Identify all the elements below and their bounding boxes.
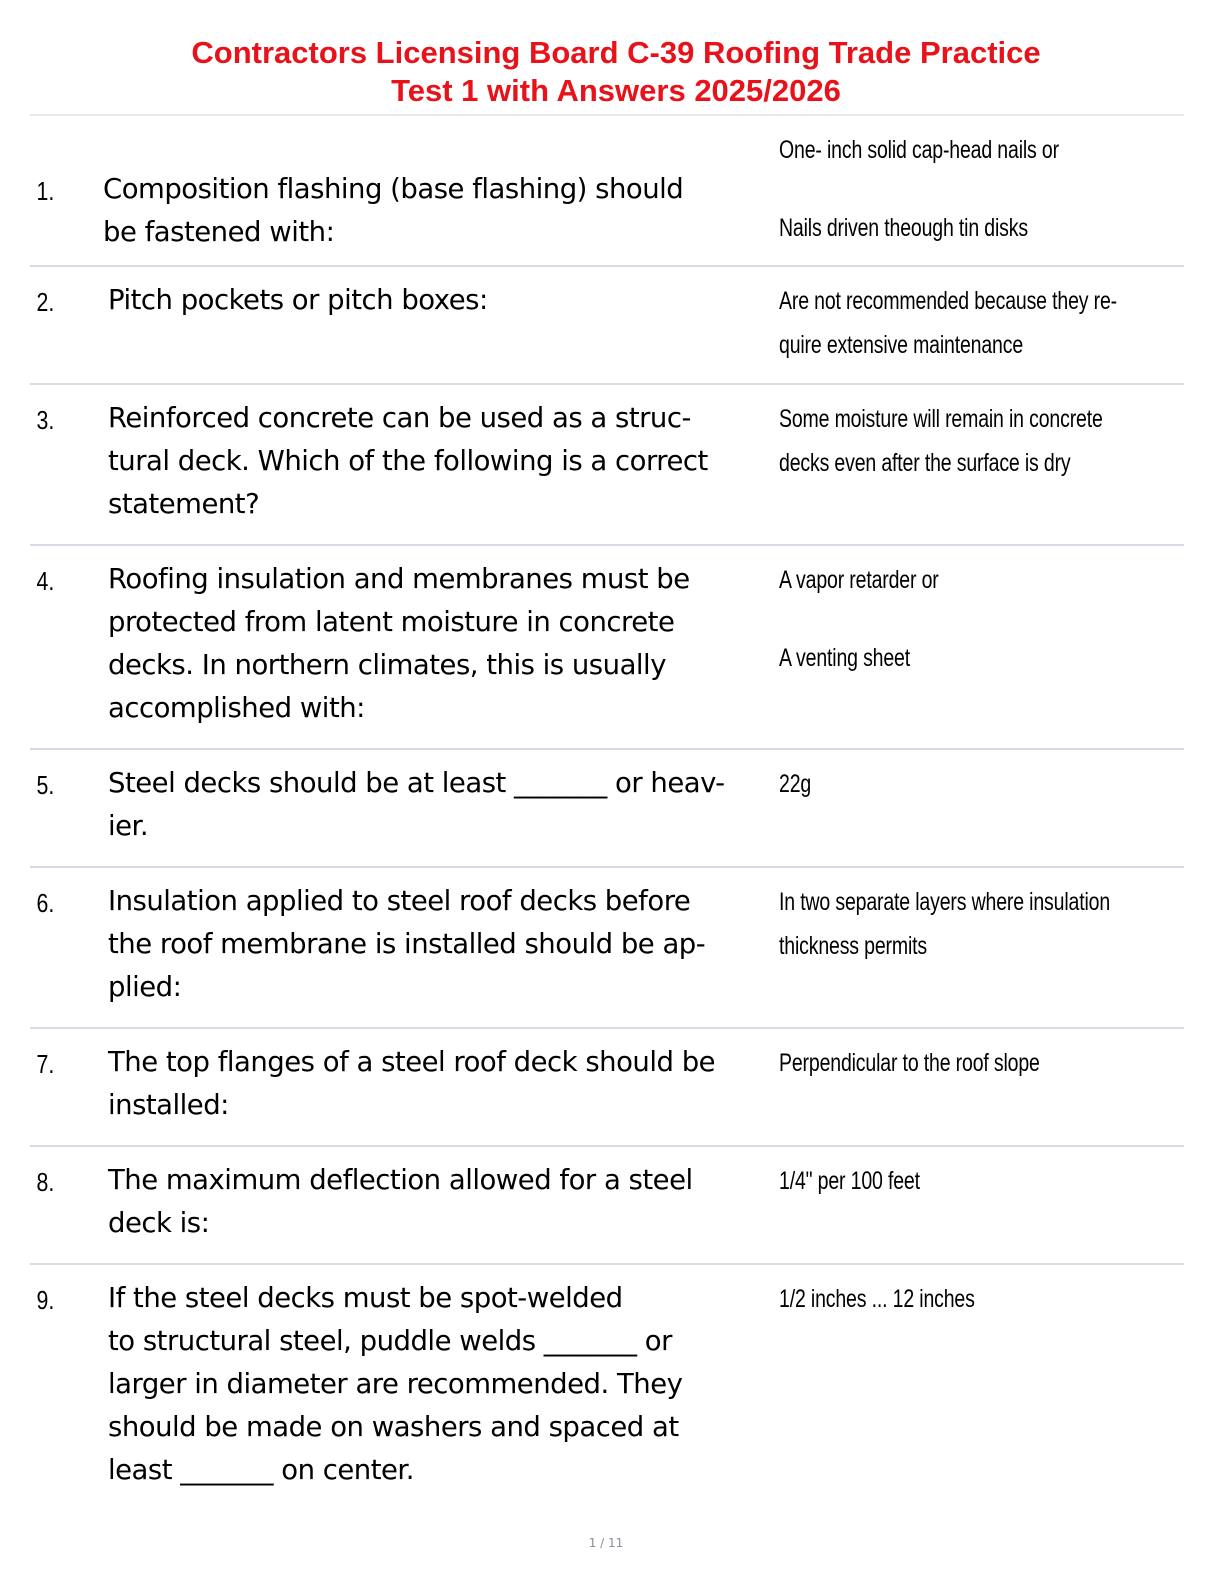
title-divider <box>30 114 1184 116</box>
question-text <box>108 762 774 848</box>
question-number: 6. <box>36 888 55 918</box>
question-number: 8. <box>36 1167 55 1197</box>
question-line: the roof membrane is installed should be ap- <box>108 928 706 960</box>
answer-line: 1/2 inches ... 12 inches <box>779 1285 975 1313</box>
question-text <box>108 558 774 730</box>
question-line: ier. <box>108 810 149 842</box>
question-line: Roofing insulation and membranes must be <box>108 563 690 595</box>
question-number: 2. <box>36 287 55 317</box>
question-line: plied: <box>108 971 182 1003</box>
answer-text <box>779 279 1169 367</box>
question-line: statement? <box>108 488 260 520</box>
question-line: to structural steel, puddle welds _______ or <box>108 1325 672 1357</box>
question-line: decks. In northern climates, this is usually <box>108 649 666 681</box>
question-row-2 <box>30 267 1184 385</box>
answer-text <box>779 1041 1169 1085</box>
question-number: 7. <box>36 1049 55 1079</box>
question-text <box>108 397 774 526</box>
answer-text <box>779 128 1169 250</box>
question-line: If the steel decks must be spot-welded <box>108 1282 623 1314</box>
answer-line: Some moisture will remain in concrete <box>779 405 1103 433</box>
answer-text <box>779 558 1169 680</box>
question-text <box>108 1159 774 1245</box>
question-number: 3. <box>36 405 55 435</box>
question-row-3 <box>30 385 1184 546</box>
answer-line: decks even after the surface is dry <box>779 449 1071 477</box>
question-row-9 <box>30 1265 1184 1505</box>
answer-text <box>779 1159 1169 1203</box>
question-text <box>108 1277 774 1492</box>
question-line: Composition flashing (base flashing) should <box>103 173 684 205</box>
question-line: protected from latent moisture in concrete <box>108 606 675 638</box>
question-number: 9. <box>36 1285 55 1315</box>
question-number: 4. <box>36 566 55 596</box>
page-indicator: 1 / 11 <box>588 1536 624 1550</box>
question-line: Pitch pockets or pitch boxes: <box>108 284 488 316</box>
question-line: Insulation applied to steel roof decks before <box>108 885 691 917</box>
answer-line: 22g <box>779 770 812 798</box>
title-line-1: Contractors Licensing Board C-39 Roofing Trade Practice <box>191 35 1041 70</box>
answer-line: 1/4" per 100 feet <box>779 1167 920 1195</box>
document-title <box>30 34 1202 110</box>
question-line: installed: <box>108 1089 229 1121</box>
answer-text <box>779 1277 1169 1321</box>
question-text <box>108 1041 774 1127</box>
title-line-2: Test 1 with Answers 2025/2026 <box>391 73 841 108</box>
answer-line: Are not recommended because they re- <box>779 287 1117 315</box>
question-row-1 <box>30 128 1184 267</box>
question-line: accomplished with: <box>108 692 365 724</box>
question-line: Reinforced concrete can be used as a struc- <box>108 402 691 434</box>
answer-line: Perpendicular to the roof slope <box>779 1049 1040 1077</box>
question-line: least _______ on center. <box>108 1454 414 1486</box>
question-line: The top flanges of a steel roof deck should be <box>108 1046 716 1078</box>
question-line: tural deck. Which of the following is a correct <box>108 445 708 477</box>
answer-line: Nails driven theough tin disks <box>779 214 1028 242</box>
question-line: larger in diameter are recommended. They <box>108 1368 683 1400</box>
answer-line: In two separate layers where insulation <box>779 888 1111 916</box>
question-line: Steel decks should be at least _______ or heav- <box>108 767 725 799</box>
question-number: 5. <box>36 770 55 800</box>
question-row-8 <box>30 1147 1184 1265</box>
answer-line: thickness permits <box>779 932 927 960</box>
answer-line: quire extensive maintenance <box>779 331 1024 359</box>
question-row-7 <box>30 1029 1184 1147</box>
answer-line: A vapor retarder or <box>779 566 939 594</box>
question-row-4 <box>30 546 1184 750</box>
question-text <box>108 279 774 322</box>
question-row-6 <box>30 868 1184 1029</box>
answer-text <box>779 880 1169 968</box>
answer-line: A venting sheet <box>779 644 911 672</box>
question-line: The maximum deflection allowed for a steel <box>108 1164 693 1196</box>
question-text <box>103 168 769 254</box>
question-line: be fastened with: <box>103 216 335 248</box>
answer-text <box>779 397 1169 485</box>
answer-line: One- inch solid cap-head nails or <box>779 136 1059 164</box>
question-line: deck is: <box>108 1207 210 1239</box>
answer-text <box>779 762 1169 806</box>
question-row-5 <box>30 750 1184 868</box>
question-line: should be made on washers and spaced at <box>108 1411 679 1443</box>
question-text <box>108 880 774 1009</box>
question-number: 1. <box>36 176 55 206</box>
